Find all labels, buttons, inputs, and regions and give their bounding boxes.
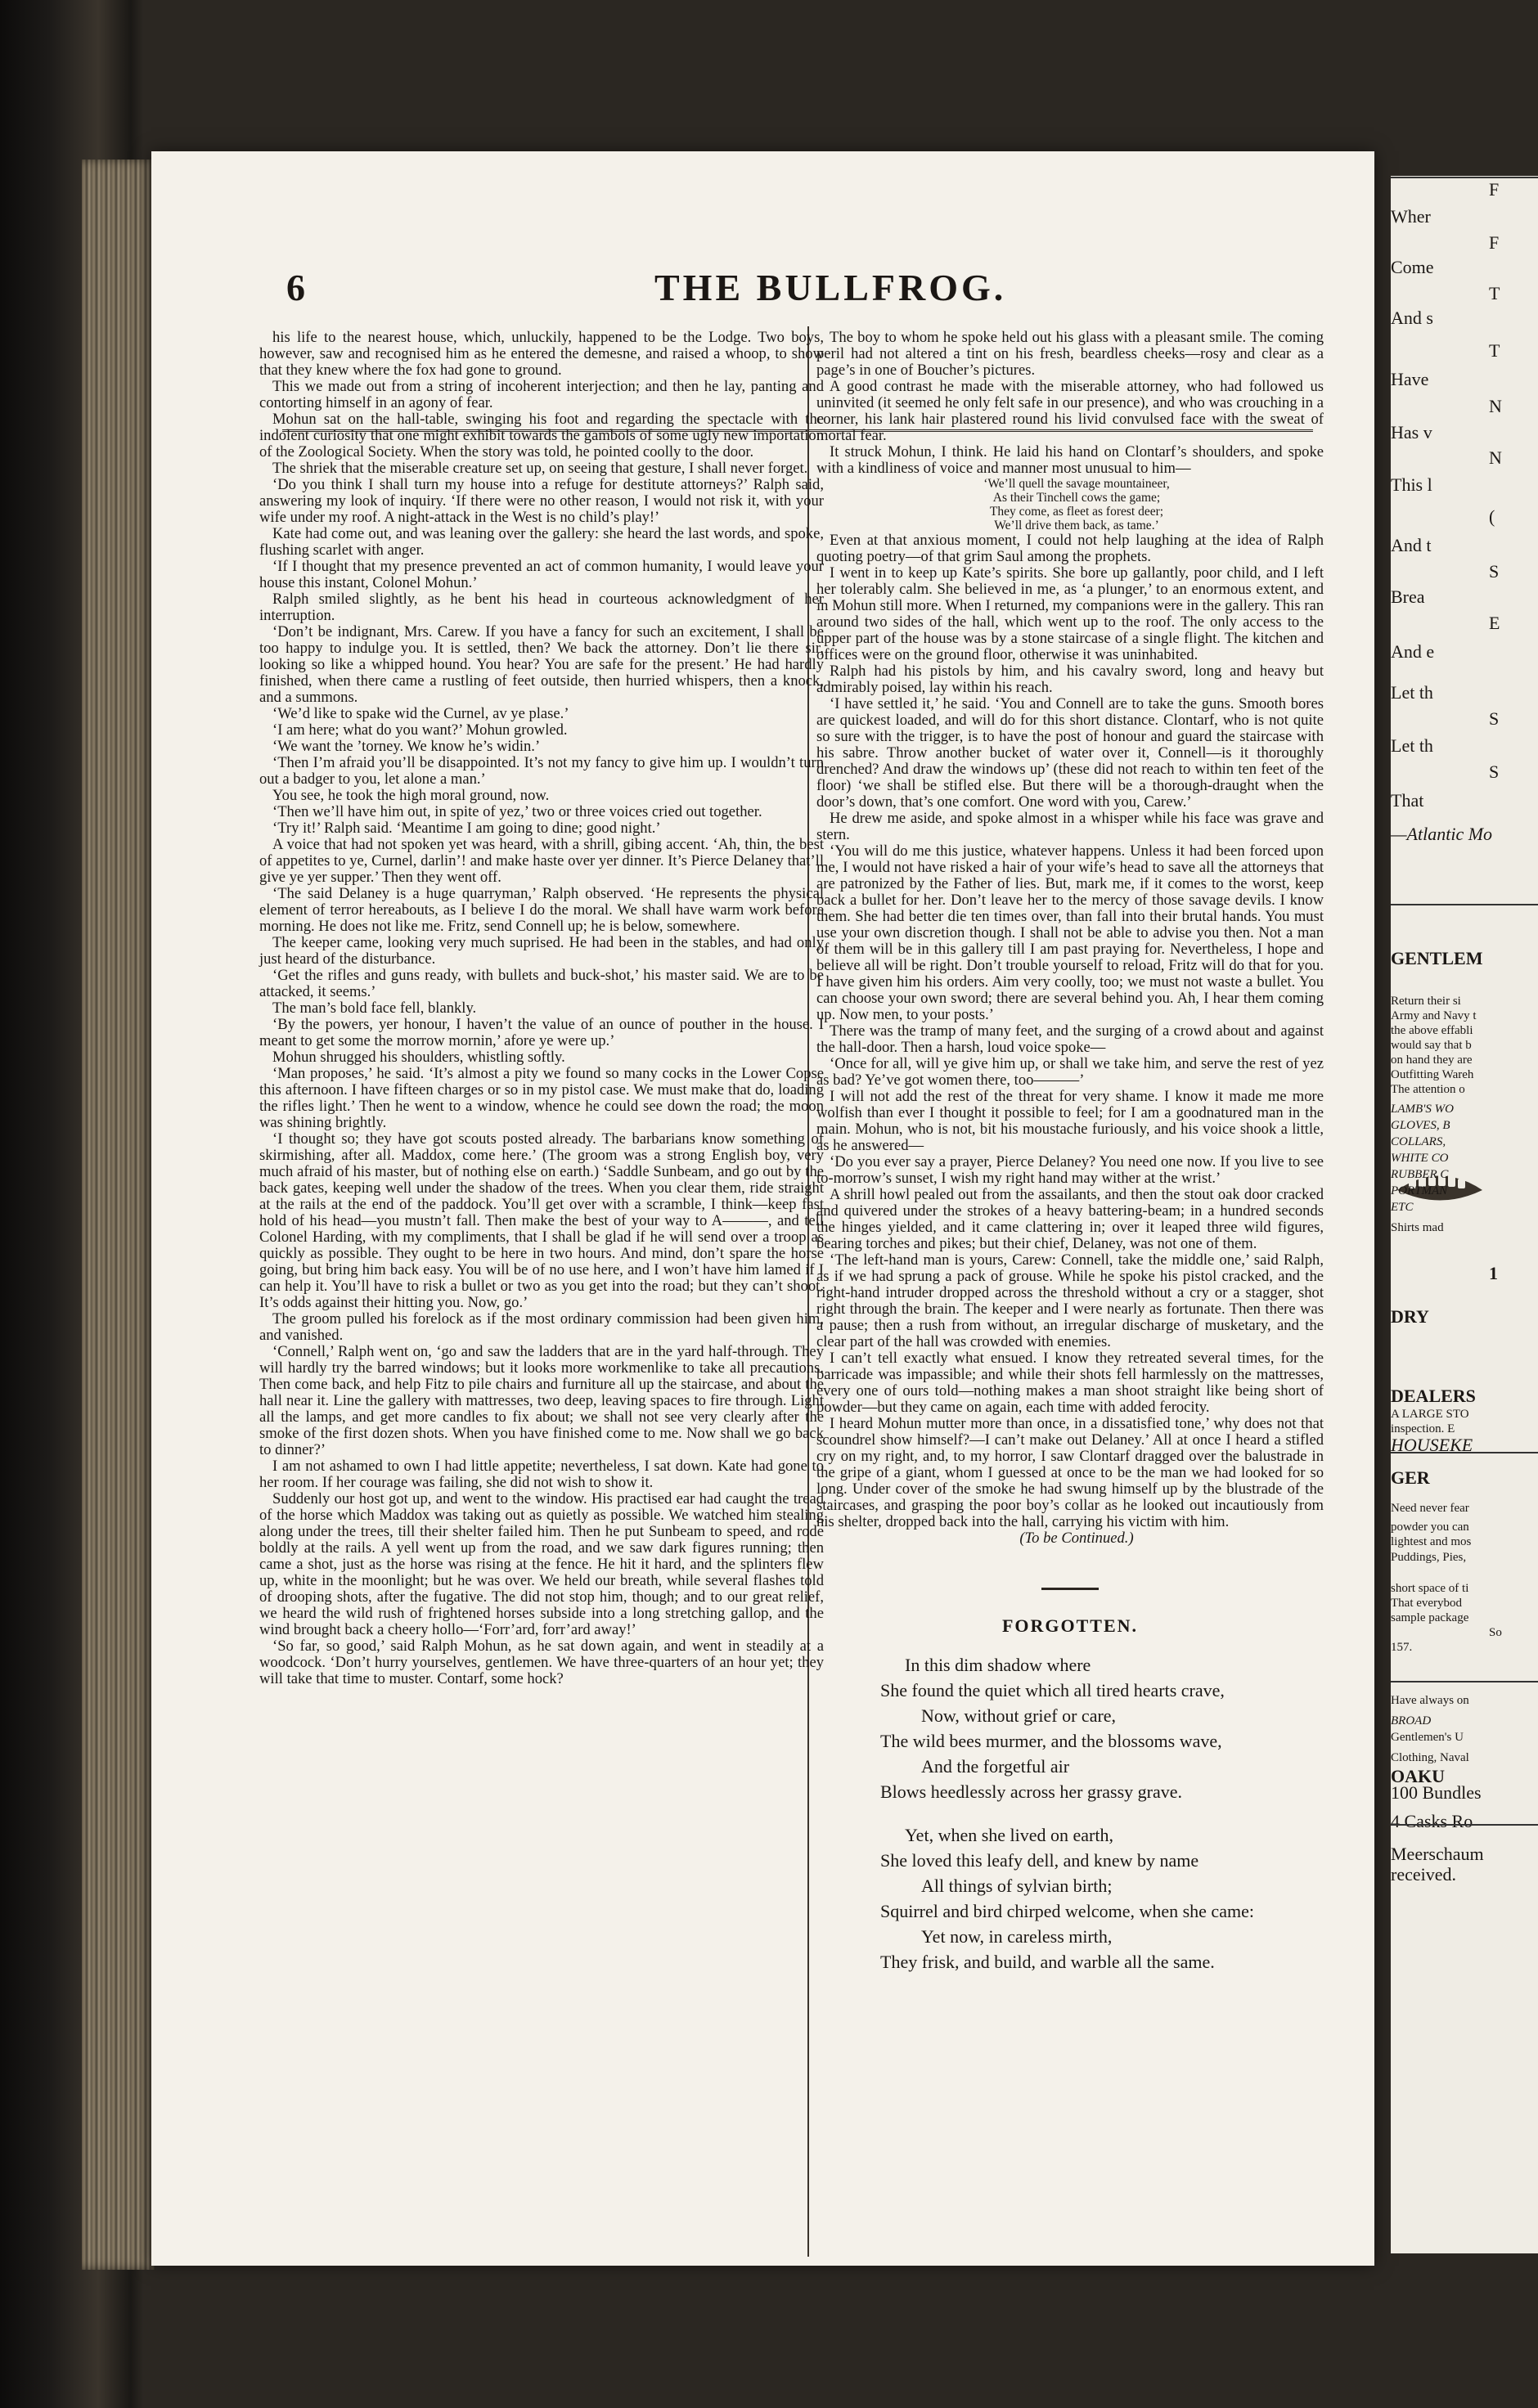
ad-fragment: That everybod bbox=[1391, 1597, 1463, 1610]
paragraph: I heard Mohun mutter more than once, in a dissatisfied tone,’ why does not that scoundrel show himself?—I can’t make out Delaney.’ All at once I heard a stifled cry on my right, and, to my horror, I saw Clontarf dragged over the balustrade in the gripe of a giant, whom I guessed at once to be the man we had looked for so long. Under cover of the smoke he had swung himself up by the blustrade of the staircases, and grasping the poor boy’s collar as he looked out incautiously from his shelter, dropped back into the hall, carrying his victim with him. bbox=[816, 1415, 1324, 1530]
ad-fragment: would say that b bbox=[1391, 1039, 1472, 1052]
paragraph: He drew me aside, and spoke almost in a whisper while his face was grave and stern. bbox=[816, 810, 1324, 843]
section-rule bbox=[1041, 1588, 1099, 1590]
paragraph: Even at that anxious moment, I could not help laughing at the idea of Ralph quoting poetry—of that grim Saul among the prophets. bbox=[816, 532, 1324, 565]
ad-fragment: T bbox=[1489, 283, 1500, 303]
ad-fragment: COLLARS, bbox=[1391, 1135, 1446, 1148]
verse-line: They come, as fleet as forest deer; bbox=[989, 505, 1164, 519]
paragraph: ‘Connell,’ Ralph went on, ‘go and saw the ladders that are in the yard half-through. They will hardly try the barred windows; but it looks more workmenlike to take all precautions. Then come back, and help Fitz to pile chairs and furniture all up the staircase, and about the hall near it. Line the gallery with mattresses, two deep, leaving spaces to fire through. Light all the lamps, and get more candles to fix about; we shall not see very clearly after the smoke of the first dozen shots. When you have finished come to me. Now shall we go back to dinner?’ bbox=[259, 1343, 824, 1458]
ad-fragment: N bbox=[1489, 396, 1502, 416]
paragraph: ‘Do you think I shall turn my house into a refuge for destitute attorneys?’ Ralph said, answering my look of inquiry. ‘If there were no other reason, I would not risk it, with your wife under my roof. A night-attack in the West is no child’s play!’ bbox=[259, 476, 824, 526]
ad-fragment: So bbox=[1489, 1626, 1502, 1639]
ad-fragment: Puddings, Pies, bbox=[1391, 1551, 1467, 1564]
ad-fragment: WHITE CO bbox=[1391, 1152, 1449, 1165]
ad-fragment: Have always on bbox=[1391, 1694, 1469, 1707]
paragraph: ‘We’d like to spake wid the Curnel, av ye plase.’ bbox=[272, 705, 569, 722]
paragraph: ‘The left-hand man is yours, Carew: Connell, take the middle one,’ said Ralph, as if we had sprung a pack of grouse. While he spoke his pistol cracked, and the right-hand intruder dropped across the threshold without a cry or a stagger, shot right through the brain. The keeper and I were nearly as fortunate. Then there was a pause; then a rush from without, an irregular discharge of musketary, and the clear part of the hall was crowded with enemies. bbox=[816, 1251, 1324, 1350]
ad-fragment: GER bbox=[1391, 1467, 1430, 1488]
paragraph: A shrill howl pealed out from the assailants, and then the stout oak door cracked and quivered under the strokes of a heavy battering-beam; in a hundred seconds the hinges yielded, and it came clattering in; over it leaped three wild figures, bearing torches and pikes; but their chief, Delaney, was not one of them. bbox=[816, 1186, 1324, 1252]
ad-fragment: Have bbox=[1391, 369, 1429, 389]
ad-fragment: short space of ti bbox=[1391, 1582, 1469, 1595]
paragraph: ‘I thought so; they have got scouts posted already. The barbarians know something of skirmishing, after all. Maddox, come here.’ (The groom was a strong English boy, very much afraid of his master, but of nothing else on earth.) ‘Saddle Sunbeam, and go out by the back gates, keeping well under the shadow of the trees. When you clear them, ride straight at the rails at the end of the paddock. You’ll get over with a scramble, I think—keep fast hold of his head—you mustn’t fall. Then make the best of your way to A———, and tell Colonel Harding, with my compliments, that I shall be glad if he will send over a troop as quickly as possible. They ought to be here in two hours. And mind, don’t spare the horse going, but bring him back easy. You will be of no use here, and I won’t have him lamed if I can help it. You’ll have to risk a bullet or two as you get into the road; but they can’t shoot. It’s odds against their hitting you. Now, go.’ bbox=[259, 1130, 824, 1311]
ad-fragment: Return their si bbox=[1391, 995, 1461, 1008]
paragraph: ‘Try it!’ Ralph said. ‘Meantime I am going to dine; good night.’ bbox=[272, 820, 661, 837]
ad-fragment: lightest and mos bbox=[1391, 1535, 1472, 1548]
ad-fragment: on hand they are bbox=[1391, 1054, 1473, 1067]
paragraph: ‘Man proposes,’ he said. ‘It’s almost a pity we found so many cocks in the Lower Copse this afternoon. I have fifteen charges or so in my pistol case. We must make that do, loading the rifles light.’ Then he went to a window, whence he could see down the road; the moon was shining brightly. bbox=[259, 1065, 824, 1131]
ad-fragment: And e bbox=[1391, 641, 1435, 662]
quoted-verse bbox=[816, 477, 1324, 532]
ad-fragment: This l bbox=[1391, 474, 1432, 495]
poem-stanza-2 bbox=[816, 1822, 1324, 1974]
ad-fragment: powder you can bbox=[1391, 1521, 1469, 1534]
paragraph: The groom pulled his forelock as if the most ordinary commission had been given him, and vanished. bbox=[259, 1310, 824, 1344]
masthead-title: THE BULLFROG. bbox=[654, 267, 1007, 308]
paragraph: Ralph smiled slightly, as he bent his head in courteous acknowledgment of her interruption. bbox=[259, 591, 824, 624]
paragraph: ‘So far, so good,’ said Ralph Mohun, as he sat down again, and went in steadily at a woodcock. ‘Don’t hurry yourselves, gentlemen. We have three-quarters of an hour yet; they will take that time to muster. Contarf, some hock? bbox=[259, 1638, 824, 1687]
paragraph: ‘You will do me this justice, whatever happens. Unless it had been forced upon me, I would not have risked a hair of your wife’s head to save all the attorneys that are patronized by the Father of lies. But, mark me, if it comes to the worst, keep back a bullet for her. Don’t leave her to the mercy of those savage devils. I know them. She had better die ten times over, than fall into their brutal hands. You must use your own discretion though. I shall not be able to advise you then. Not a man of them will be in this gallery till I am past praying for. Nevertheless, I hope and believe all will be right. Don’t trouble yourself to reload, Fritz will do that for you. I have given him his orders. Aim very coolly, too; we must not waste a bullet. You can choose your own sword; there are several behind you. Ah, I hear them coming up. Now men, to your posts.’ bbox=[816, 842, 1324, 1023]
paragraph: ‘If I thought that my presence prevented an act of common humanity, I would leave your house this instant, Colonel Mohun.’ bbox=[259, 558, 824, 591]
paragraph: Mohun sat on the hall-table, swinging his foot and regarding the spectacle with the indolent curiosity that one might exhibit towards the gambols of some ugly new importation of the Zoological Society. When the story was told, he pointed coolly to the door. bbox=[259, 411, 824, 460]
ad-fragment: And t bbox=[1391, 535, 1432, 555]
paragraph: Kate had come out, and was leaning over the gallery: she heard the last words, and spoke, flushing scarlet with anger. bbox=[259, 525, 824, 559]
poem-line: Now, without grief or care, bbox=[921, 1705, 1117, 1726]
ad-fragment: F bbox=[1489, 179, 1500, 200]
paragraph: Ralph had his pistols by him, and his cavalry sword, long and heavy but admirably poised, lay within his reach. bbox=[816, 663, 1324, 696]
paragraph: ‘By the powers, yer honour, I haven’t the value of an ounce of pouther in the house. I meant to get some the morrow mornin,’ afore ye were up.’ bbox=[259, 1016, 824, 1049]
to-be-continued: (To be Continued.) bbox=[1019, 1530, 1134, 1547]
story-column-right bbox=[816, 330, 1324, 1992]
paragraph: ‘I am here; what do you want?’ Mohun growled. bbox=[272, 721, 568, 739]
ad-fragment: Brea bbox=[1391, 586, 1425, 607]
ad-fragment: inspection. E bbox=[1391, 1422, 1455, 1435]
verse-line: As their Tinchell cows the game; bbox=[992, 491, 1161, 505]
paragraph: Mohun shrugged his shoulders, whistling softly. bbox=[272, 1049, 565, 1066]
story-continuation-a bbox=[816, 330, 1324, 477]
paragraph: his life to the nearest house, which, unluckily, happened to be the Lodge. Two boys, however, saw and recognised him as he entered the demesne, and raised a whoop, to show that they knew where the fox had gone to ground. bbox=[259, 329, 824, 379]
ad-rule bbox=[1391, 904, 1538, 905]
paragraph: ‘We want the ’torney. We know he’s widin.’ bbox=[272, 738, 541, 755]
ad-rule bbox=[1391, 1824, 1538, 1826]
ad-fragment: F bbox=[1489, 232, 1500, 253]
ad-fragment: OAKU bbox=[1391, 1766, 1445, 1786]
ad-fragment: That bbox=[1391, 790, 1424, 811]
ad-fragment: Gentlemen's U bbox=[1391, 1731, 1464, 1744]
poem-line: And the forgetful air bbox=[921, 1756, 1070, 1777]
ad-fragment: sample package bbox=[1391, 1611, 1469, 1624]
paragraph: I can’t tell exactly what ensued. I know they retreated several times, for the barricade was impassible; and while their shots fell harmlessly on the mattresses, every one of ours told—nothing makes a man shoot straight like being short of powder—but they came on again, each time with added ferocity. bbox=[816, 1350, 1324, 1416]
paragraph: The boy to whom he spoke held out his glass with a pleasant smile. The coming peril had not altered a tint on his fresh, beardless cheeks—rosy and clear as a page’s in one of Boucher’s pictures. bbox=[816, 329, 1324, 379]
paragraph: A voice that had not spoken yet was heard, with a shrill, gibing accent. ‘Ah, thin, the best of appetites to ye, Curnel, darlin’! and make haste over yer dinner. It’s Pierce Delaney that’ll give ye yer supper.’ Then they went off. bbox=[259, 836, 824, 886]
poem-title: FORGOTTEN. bbox=[1001, 1615, 1139, 1636]
ad-fragment: Shirts mad bbox=[1391, 1221, 1444, 1234]
paragraph: A good contrast he made with the miserable attorney, who had followed us uninvited (it seemed he only felt safe in our presence), and who was crouching in a corner, his lank hair plastered round his livid convulsed face with the sweat of mortal fear. bbox=[816, 378, 1324, 444]
ad-fragment: Has v bbox=[1391, 422, 1432, 443]
book-binding bbox=[82, 159, 155, 2270]
ad-fragment: HOUSEKE bbox=[1391, 1435, 1473, 1455]
poem-line: The wild bees murmer, and the blossoms wave, bbox=[880, 1731, 1222, 1751]
ad-rule bbox=[1391, 1452, 1538, 1453]
paragraph: I am not ashamed to own I had little appetite; nevertheless, I sat down. Kate had gone to her room. If her courage was failing, she did not wish to show it. bbox=[259, 1458, 824, 1491]
ad-fragment: 157. bbox=[1391, 1641, 1413, 1654]
ad-fragment: DEALERS bbox=[1391, 1386, 1476, 1406]
ad-fragment: T bbox=[1489, 340, 1500, 361]
paragraph: It struck Mohun, I think. He laid his hand on Clontarf’s shoulders, and spoke with a kindliness of voice and manner most unusual to him— bbox=[816, 443, 1324, 477]
verse-line: ‘We’ll quell the savage mountaineer, bbox=[983, 477, 1170, 491]
page-header bbox=[151, 266, 1374, 331]
ad-fragment: Outfitting Wareh bbox=[1391, 1068, 1474, 1081]
poem-line: She loved this leafy dell, and knew by name bbox=[880, 1850, 1199, 1871]
paragraph: ‘Once for all, will ye give him up, or shall we take him, and serve the rest of yez as bad? Ye’ve got women there, too———’ bbox=[816, 1055, 1324, 1089]
story-continuation-b bbox=[816, 532, 1324, 1530]
paragraph: ‘Don’t be indignant, Mrs. Carew. If you have a fancy for such an excitement, I shall be too happy to indulge you. It is settled, then? We back the attorney. Don’t lie there sir, looking so like a whipped hound. You hear? You are safe for the present.’ He had hardly finished, when there came a rustling of feet outside, then hurried whispers, then a knock, and a summons. bbox=[259, 623, 824, 706]
ad-fragment: LAMB'S WO bbox=[1391, 1103, 1454, 1116]
ad-fragment: ETC bbox=[1391, 1201, 1414, 1214]
verse-line: We’ll drive them back, as tame.’ bbox=[994, 519, 1159, 532]
paragraph: The keeper came, looking very much suprised. He had been in the stables, and had only just heard of the disturbance. bbox=[259, 934, 824, 968]
ad-fragment: Meerschaum bbox=[1391, 1844, 1484, 1864]
ad-fragment: Need never fear bbox=[1391, 1502, 1469, 1515]
ad-fragment: S bbox=[1489, 561, 1500, 582]
poem-line: Yet now, in careless mirth, bbox=[921, 1926, 1113, 1947]
ad-fragment: RUBBER C bbox=[1391, 1168, 1449, 1181]
paragraph: ‘I have settled it,’ he said. ‘You and Connell are to take the guns. Smooth bores are quickest loaded, and will do for this short distance. Clontarf, who is not quite so sure with the trigger, is to have the post of honour and guard the staircase with his sabre. Throw another bucket of water over it, Connell—is it thoroughly drenched? And draw the windows up’ (these did not reach to within ten feet of the floor) ‘we shall be stifled else. But there will be a thorough-draught when the door’s down, that’s one comfort. One word with you, Carew.’ bbox=[816, 695, 1324, 811]
ad-fragment: A LARGE STO bbox=[1391, 1408, 1469, 1421]
ad-fragment: N bbox=[1489, 447, 1502, 468]
adjacent-page-fragment bbox=[1391, 176, 1538, 2253]
ad-fragment: And s bbox=[1391, 308, 1433, 328]
paragraph: ‘Do you ever say a prayer, Pierce Delaney? You need one now. If you live to see to-morrow’s sunset, I wish my right hand may wither at the wrist.’ bbox=[816, 1153, 1324, 1187]
ad-fragment: Wher bbox=[1391, 206, 1431, 227]
ad-fragment: Clothing, Naval bbox=[1391, 1751, 1469, 1764]
ad-fragment: 100 Bundles bbox=[1391, 1782, 1482, 1803]
ad-fragment: 1 bbox=[1489, 1263, 1498, 1283]
ad-fragment: DRY bbox=[1391, 1306, 1429, 1327]
poem-stanza-1 bbox=[816, 1652, 1324, 1804]
paragraph: There was the tramp of many feet, and the surging of a crowd about and against the hall-door. Then a harsh, loud voice spoke— bbox=[816, 1022, 1324, 1056]
paragraph: Suddenly our host got up, and went to the window. His practised ear had caught the tread of the horse which Maddox was taking out as quietly as possible. We watched him stealing along under the trees, till their shelter failed him. Then he put Sunbeam to speed, and rode boldly at the rails. A yell went up from the road, and we saw dark figures running; then came a shot, just as the horse was rising at the fence. He hit it hard, and the splinters flew up, white in the moonlight; but he was over. We held our breath, while several flashes told of drooping shots, after the fugative. The did not stop him, though; and to our great relief, we heard the wild rush of frightened horses subside into a long stretching gallop, and the wind brought back a cheery hollo—‘Forr’ard, forr’ard away!’ bbox=[259, 1490, 824, 1638]
paragraph: I went in to keep up Kate’s spirits. She bore up gallantly, poor child, and I left her tolerably calm. She believed in me, as ‘a plunger,’ to an enormous extent, and in Mohun still more. When I returned, my companions were in the gallery. This ran around two sides of the hall, which went up to the roof. The only access to the upper part of the house was by a stone staircase of a single flight. The kitchen and offices were on the ground floor, otherwise it was uninhabited. bbox=[816, 564, 1324, 663]
poem-line: In this dim shadow where bbox=[905, 1655, 1091, 1675]
ad-fragment: The attention o bbox=[1391, 1083, 1465, 1096]
page-number: 6 bbox=[286, 267, 305, 308]
ad-fragment: S bbox=[1489, 708, 1500, 729]
story-column-left bbox=[259, 330, 824, 1687]
ad-fragment: the above effabli bbox=[1391, 1024, 1473, 1037]
poem-line: Blows heedlessly across her grassy grave. bbox=[880, 1781, 1183, 1802]
ad-fragment: Army and Navy t bbox=[1391, 1009, 1477, 1022]
poem-line: Yet, when she lived on earth, bbox=[905, 1825, 1113, 1845]
poem-line: They frisk, and build, and warble all the same. bbox=[880, 1952, 1215, 1972]
ad-fragment: Let th bbox=[1391, 682, 1433, 703]
ad-rule bbox=[1391, 1681, 1538, 1682]
ad-rule bbox=[1391, 177, 1538, 178]
paragraph: You see, he took the high moral ground, now. bbox=[272, 787, 550, 804]
newspaper-page bbox=[151, 151, 1374, 2266]
paragraph: The man’s bold face fell, blankly. bbox=[272, 1000, 477, 1017]
paragraph: ‘Then we’ll have him out, in spite of yez,’ two or three voices cried out together. bbox=[272, 803, 762, 820]
paragraph: ‘The said Delaney is a huge quarryman,’ Ralph observed. ‘He represents the physical element of terror hereabouts, as I believe I do the moral. We shall have warm work before morning. He does not like me. Fritz, send Connell up; he is below, somewhere. bbox=[259, 885, 824, 935]
ad-fragment: received. bbox=[1391, 1864, 1456, 1885]
paragraph: I will not add the rest of the threat for very shame. I know it made me more wolfish than ever I thought it possible to feel; for I am a goodnatured man in the main. Mohun, who is not, bit his moustache furiously, and his voice shook a little, as he answered— bbox=[816, 1088, 1324, 1154]
ad-fragment: E bbox=[1489, 613, 1500, 633]
ad-fragment: 4 Casks Ro bbox=[1391, 1811, 1473, 1831]
poem-body bbox=[816, 1652, 1324, 1974]
ad-fragment: PORTMAN bbox=[1391, 1184, 1448, 1197]
ad-fragment: GENTLEM bbox=[1391, 948, 1483, 968]
paragraph: This we made out from a string of incoherent interjection; and then he lay, panting and contorting himself in an agony of fear. bbox=[259, 378, 824, 411]
ad-fragment: Let th bbox=[1391, 735, 1433, 756]
ad-fragment: ( bbox=[1489, 506, 1495, 527]
paragraph: ‘Then I’m afraid you’ll be disappointed. It’s not my fancy to give him up. I wouldn’t turn out a badger to you, let alone a man.’ bbox=[259, 754, 824, 788]
ad-fragment: S bbox=[1489, 761, 1500, 782]
ad-fragment: —Atlantic Mo bbox=[1391, 824, 1493, 844]
poem-line: She found the quiet which all tired hearts crave, bbox=[880, 1680, 1225, 1700]
paragraph: The shriek that the miserable creature set up, on seeing that gesture, I shall never forget. bbox=[272, 460, 808, 477]
poem-line: All things of sylvian birth; bbox=[921, 1876, 1113, 1896]
ad-fragment: GLOVES, B bbox=[1391, 1119, 1450, 1132]
poem-line: Squirrel and bird chirped welcome, when she came: bbox=[880, 1901, 1254, 1921]
ad-fragment: BROAD bbox=[1391, 1714, 1432, 1727]
paragraph: ‘Get the rifles and guns ready, with bullets and buck-shot,’ his master said. We are to be attacked, it seems.’ bbox=[259, 967, 824, 1000]
ad-fragment: Come bbox=[1391, 257, 1434, 277]
